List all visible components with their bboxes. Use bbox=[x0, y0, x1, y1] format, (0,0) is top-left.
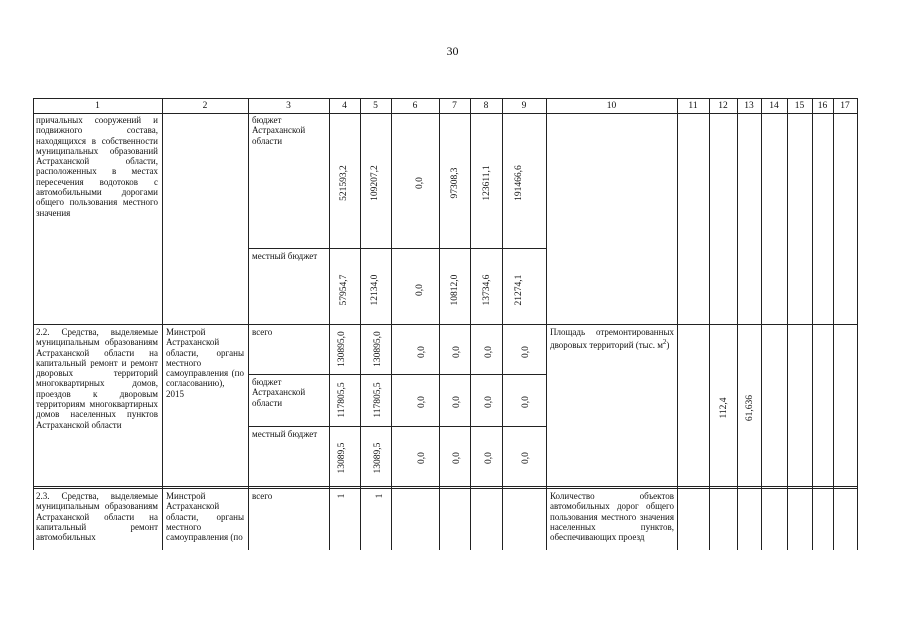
row-2-2-regional-col5: 117805,5 bbox=[373, 382, 383, 418]
row-1-local-col5: 12134,0 bbox=[370, 274, 380, 306]
row-2-3-source-total: всего bbox=[252, 491, 273, 501]
row-2-2-total-col7: 0,0 bbox=[452, 346, 462, 358]
column-header: 13 bbox=[744, 101, 754, 111]
row-2-2-local-col4: 13089,5 bbox=[337, 442, 347, 474]
column-header: 17 bbox=[840, 101, 850, 111]
row-1-source-regional: бюджет Астраханской области bbox=[252, 115, 306, 146]
row-1-local-col9: 21274,1 bbox=[514, 274, 524, 306]
row-2-2-source-regional: бюджет Астраханской области bbox=[252, 377, 306, 408]
column-header: 1 bbox=[95, 101, 100, 111]
row-2-2-regional-col4: 117805,5 bbox=[337, 382, 347, 418]
column-header: 11 bbox=[688, 101, 698, 111]
row-2-2-regional-col6: 0,0 bbox=[417, 396, 427, 408]
column-header: 5 bbox=[373, 101, 378, 111]
column-header: 2 bbox=[202, 101, 208, 111]
row-1-regional-col7: 97308,3 bbox=[450, 167, 460, 199]
column-header: 9 bbox=[521, 101, 527, 111]
row-1-regional-col5: 109207,2 bbox=[370, 165, 380, 201]
row-2-2-regional-col9: 0,0 bbox=[521, 396, 531, 408]
row-1-local-col8: 13734,6 bbox=[482, 274, 492, 306]
column-header: 4 bbox=[342, 101, 347, 111]
row-2-2-executor: Минстрой Астраханской области, органы местного самоуправления (по согласованию), 2015 bbox=[166, 327, 244, 399]
row-2-3-name: 2.3. Средства, выделяемые муниципальным образованиям Астраханской области на капитальный ремонт автомобильных bbox=[36, 491, 158, 543]
row-2-2-total-col6: 0,0 bbox=[417, 346, 427, 358]
row-2-2-indicator-col12: 112,4 bbox=[719, 397, 729, 419]
row-2-3-col5: 1 bbox=[375, 493, 385, 499]
row-2-2-regional-col8: 0,0 bbox=[484, 396, 494, 408]
row-1-source-local: местный бюджет bbox=[252, 251, 318, 261]
row-2-2-local-col6: 0,0 bbox=[417, 452, 427, 464]
row-2-2-total-col5: 130895,0 bbox=[373, 331, 383, 367]
row-2-2-local-col5: 13089,5 bbox=[373, 442, 383, 474]
row-2-2-total-col9: 0,0 bbox=[521, 346, 531, 358]
column-header: 3 bbox=[286, 101, 291, 111]
row-2-2-indicator-col13: 61,636 bbox=[745, 394, 755, 422]
row-1-regional-col8: 123611,1 bbox=[482, 165, 492, 201]
row-1-regional-col6: 0,0 bbox=[415, 177, 425, 189]
row-2-2-source-total: всего bbox=[252, 327, 273, 337]
row-2-2-total-col8: 0,0 bbox=[484, 346, 494, 358]
column-header: 7 bbox=[452, 101, 457, 111]
row-2-2-regional-col7: 0,0 bbox=[452, 396, 462, 408]
column-header: 12 bbox=[718, 101, 728, 111]
row-2-2-local-col8: 0,0 bbox=[484, 452, 494, 464]
row-1-local-col4: 57954,7 bbox=[339, 274, 349, 306]
column-header: 10 bbox=[606, 101, 617, 111]
row-1-local-col6: 0,0 bbox=[415, 284, 425, 296]
column-header: 16 bbox=[817, 101, 828, 111]
row-2-2-local-col7: 0,0 bbox=[452, 452, 462, 464]
row-2-3-executor: Минстрой Астраханской области, органы местного самоуправления (по bbox=[166, 491, 244, 543]
row-1-regional-col9: 191466,6 bbox=[514, 165, 524, 201]
page-number: 30 bbox=[446, 44, 459, 58]
column-header: 8 bbox=[483, 101, 489, 111]
row-2-2-indicator: Площадь отремонтированных дворовых территорий (тыс. $м^2$) bbox=[550, 327, 674, 351]
row-2-3-indicator: Количество объектов автомобильных дорог общего пользования местного значения населенных пунктов, обеспечивающих проезд bbox=[550, 491, 674, 543]
row-1-name: причальных сооружений и подвижного состава, находящихся в собственности муниципальных образований Астраханской области, расположенных в местах пересечения водотоков с автомобильными дорогами общего пользования местного значения bbox=[36, 115, 158, 218]
column-header: 14 bbox=[769, 101, 779, 111]
row-1-local-col7: 10812,0 bbox=[450, 274, 460, 306]
row-2-2-total-col4: 130895,0 bbox=[337, 331, 347, 367]
column-header: 15 bbox=[794, 101, 805, 111]
row-2-2-source-local: местный бюджет bbox=[252, 429, 318, 439]
row-2-3-col4: 1 bbox=[337, 493, 347, 499]
row-2-2-name: 2.2. Средства, выделяемые муниципальным образованиям Астраханской области на капитальный ремонт и ремонт дворовых территорий многоквартирных домов, проездов к дворовым территориям многоквартирных домов населенных пунктов Астраханской области bbox=[36, 327, 158, 430]
column-header: 6 bbox=[412, 101, 418, 111]
row-1-regional-col4: 521593,2 bbox=[339, 165, 349, 201]
row-2-2-local-col9: 0,0 bbox=[521, 452, 531, 464]
